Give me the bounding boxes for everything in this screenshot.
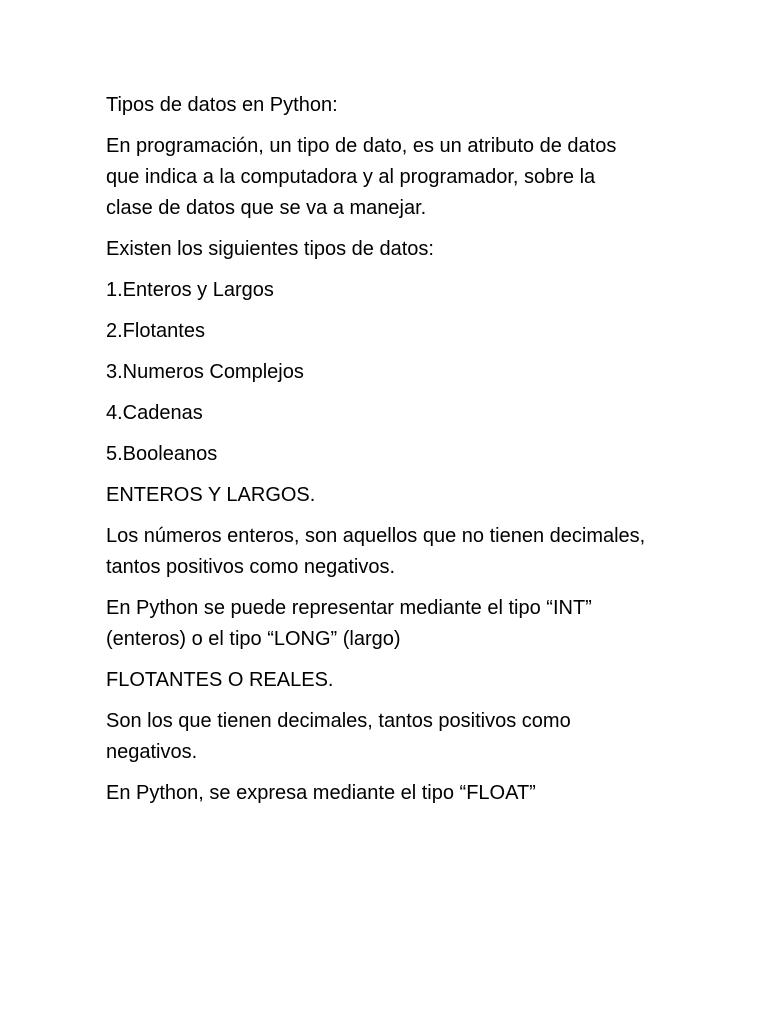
section-heading-flotantes: FLOTANTES O REALES. <box>106 669 334 691</box>
list-item-cadenas: 4.Cadenas <box>106 402 203 424</box>
enteros-paragraph: Los números enteros, son aquellos que no tienen decimales, tantos positivos como negativos. <box>106 525 646 578</box>
document-page <box>106 90 686 819</box>
document-title: Tipos de datos en Python: <box>106 94 338 116</box>
flotantes-python-paragraph: En Python, se expresa mediante el tipo “FLOAT” <box>106 782 536 804</box>
flotantes-paragraph: Son los que tienen decimales, tantos positivos como negativos. <box>106 710 571 763</box>
section-heading-enteros: ENTEROS Y LARGOS. <box>106 484 316 506</box>
list-item-enteros: 1.Enteros y Largos <box>106 279 274 301</box>
intro-paragraph: En programación, un tipo de dato, es un atributo de datos que indica a la computadora y al programador, sobre la clase de datos que se va a manejar. <box>106 135 617 219</box>
list-item-booleanos: 5.Booleanos <box>106 443 218 465</box>
list-item-flotantes: 2.Flotantes <box>106 320 205 342</box>
list-intro: Existen los siguientes tipos de datos: <box>106 238 434 260</box>
enteros-python-paragraph: En Python se puede representar mediante el tipo “INT” (enteros) o el tipo “LONG” (largo) <box>106 597 592 650</box>
list-item-complejos: 3.Numeros Complejos <box>106 361 304 383</box>
